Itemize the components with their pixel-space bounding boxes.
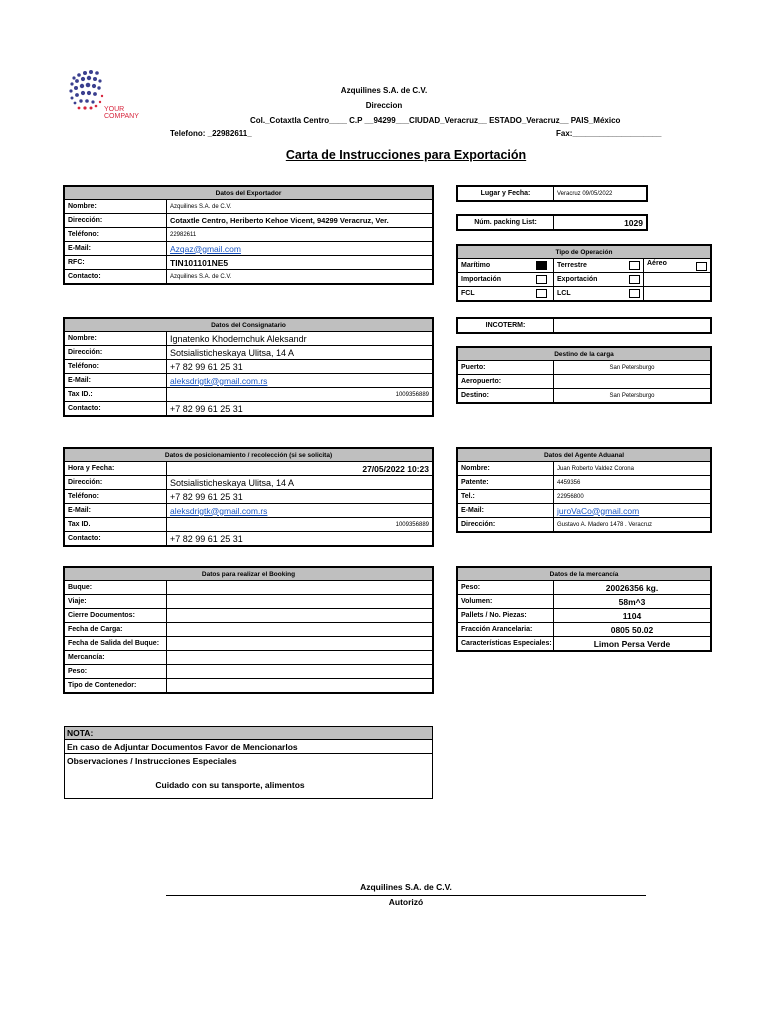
posicionamiento-direccion-label: Dirección: xyxy=(65,476,167,490)
packing-value: 1029 xyxy=(554,216,647,230)
consignatario-taxid-value: 1009356889 xyxy=(167,388,433,402)
aereo-checkbox[interactable] xyxy=(696,262,707,271)
booking-buque-value xyxy=(167,581,433,595)
booking-contenedor-label: Tipo de Contenedor: xyxy=(65,679,167,693)
lcl-checkbox[interactable] xyxy=(629,289,640,298)
incoterm-value xyxy=(554,319,711,333)
exportador-contacto-label: Contacto: xyxy=(65,270,167,284)
lugar-fecha-label: Lugar y Fecha: xyxy=(458,187,554,201)
exportador-rfc-label: RFC: xyxy=(65,256,167,270)
agente-tel-label: Tel.: xyxy=(458,490,554,504)
exportador-table xyxy=(64,186,433,284)
logo-text-company: COMPANY xyxy=(104,113,139,120)
importacion-label: Importación xyxy=(458,273,530,287)
incoterm-label: INCOTERM: xyxy=(458,319,554,333)
consignatario-email-label: E-Mail: xyxy=(65,374,167,388)
exportacion-label: Exportación xyxy=(554,273,626,287)
consignatario-nombre-label: Nombre: xyxy=(65,332,167,346)
fcl-label: FCL xyxy=(458,287,530,301)
mercancia-caracteristicas-value: Limon Persa Verde xyxy=(554,637,711,651)
exportador-direccion-label: Dirección: xyxy=(65,214,167,228)
exportador-telefono-value: 22982611 xyxy=(167,228,433,242)
incoterm-table xyxy=(457,318,711,333)
booking-fecha-salida-value xyxy=(167,637,433,651)
mercancia-fraccion-label: Fracción Arancelaria: xyxy=(458,623,554,637)
packing-table xyxy=(457,215,647,230)
exportador-telefono-label: Teléfono: xyxy=(65,228,167,242)
signature-line xyxy=(166,895,646,896)
nota-title: NOTA: xyxy=(65,727,432,740)
booking-cierre-label: Cierre Documentos: xyxy=(65,609,167,623)
consignatario-contacto-label: Contacto: xyxy=(65,402,167,416)
document-title: Carta de Instrucciones para Exportación xyxy=(285,148,527,162)
agente-direccion-label: Dirección: xyxy=(458,518,554,532)
maritimo-checkbox[interactable] xyxy=(536,261,547,270)
exportador-header: Datos del Exportador xyxy=(65,187,433,200)
booking-peso-label: Peso: xyxy=(65,665,167,679)
consignatario-taxid-label: Tax ID.: xyxy=(65,388,167,402)
destino-aeropuerto-value xyxy=(554,375,711,389)
agente-patente-value: 4459356 xyxy=(554,476,711,490)
posicionamiento-taxid-value: 1009356889 xyxy=(167,518,433,532)
consignatario-telefono-label: Teléfono: xyxy=(65,360,167,374)
mercancia-fraccion-value: 0805 50.02 xyxy=(554,623,711,637)
mercancia-peso-value: 20026356 kg. xyxy=(554,581,711,595)
posicionamiento-taxid-label: Tax ID. xyxy=(65,518,167,532)
agente-email-label: E-Mail: xyxy=(458,504,554,518)
consignatario-nombre-value: Ignatenko Khodemchuk Aleksandr xyxy=(167,332,433,346)
lcl-label: LCL xyxy=(554,287,626,301)
agente-tel-value: 22956800 xyxy=(554,490,711,504)
consignatario-direccion-value: Sotsialisticheskaya Ulitsa, 14 A xyxy=(167,346,433,360)
posicionamiento-direccion-value: Sotsialisticheskaya Ulitsa, 14 A xyxy=(167,476,433,490)
booking-fecha-salida-label: Fecha de Salida del Buque: xyxy=(65,637,167,651)
destino-aeropuerto-label: Aeropuerto: xyxy=(458,375,554,389)
logo-text-your: YOUR xyxy=(104,106,125,113)
agente-direccion-value: Gustavo A. Madero 1478 . Veracruz xyxy=(554,518,711,532)
company-direccion-label: Direccion xyxy=(365,101,403,110)
lugar-fecha-value: Veracruz 09/05/2022 xyxy=(554,187,647,201)
posicionamiento-email-link[interactable]: aleksdrigtk@gmail.com.rs xyxy=(167,504,433,518)
consignatario-table xyxy=(64,318,433,416)
destino-destino-label: Destino: xyxy=(458,389,554,403)
signature-label: Autorizó xyxy=(388,897,424,907)
booking-mercancia-label: Mercancía: xyxy=(65,651,167,665)
booking-viaje-value xyxy=(167,595,433,609)
agente-patente-label: Patente: xyxy=(458,476,554,490)
nota-line3: Cuidado con su tansporte, alimentos xyxy=(155,780,305,790)
mercancia-caracteristicas-label: Características Especiales: xyxy=(458,637,554,651)
consignatario-contacto-value: +7 82 99 61 25 31 xyxy=(167,402,433,416)
lugar-fecha-table xyxy=(457,186,647,201)
consignatario-direccion-label: Dirección: xyxy=(65,346,167,360)
posicionamiento-table xyxy=(64,448,433,546)
mercancia-table xyxy=(457,567,711,651)
booking-mercancia-value xyxy=(167,651,433,665)
destino-destino-value: San Petersburgo xyxy=(554,389,711,403)
signature-company: Azquilines S.A. de C.V. xyxy=(360,882,452,892)
agente-table xyxy=(457,448,711,532)
tipo-operacion-table xyxy=(457,245,711,301)
nota-line2: Observaciones / Instrucciones Especiales xyxy=(67,756,237,766)
mercancia-volumen-value: 58m^3 xyxy=(554,595,711,609)
mercancia-pallets-label: Pallets / No. Piezas: xyxy=(458,609,554,623)
fcl-checkbox[interactable] xyxy=(536,289,547,298)
maritimo-label: Marítimo xyxy=(458,259,530,273)
agente-nombre-value: Juan Roberto Valdez Corona xyxy=(554,462,711,476)
destino-puerto-value: San Petersburgo xyxy=(554,361,711,375)
exportador-email-link[interactable]: Azqaz@gmail.com xyxy=(167,242,433,256)
exportador-nombre-label: Nombre: xyxy=(65,200,167,214)
terrestre-label: Terrestre xyxy=(554,259,626,273)
booking-peso-value xyxy=(167,665,433,679)
mercancia-volumen-label: Volumen: xyxy=(458,595,554,609)
mercancia-pallets-value: 1104 xyxy=(554,609,711,623)
posicionamiento-contacto-label: Contacto: xyxy=(65,532,167,546)
company-telefono: Telefono: _22982611_ xyxy=(170,129,252,138)
posicionamiento-hora-label: Hora y Fecha: xyxy=(65,462,167,476)
importacion-checkbox[interactable] xyxy=(536,275,547,284)
posicionamiento-email-label: E-Mail: xyxy=(65,504,167,518)
booking-buque-label: Buque: xyxy=(65,581,167,595)
company-fax: Fax:____________________ xyxy=(556,129,662,138)
posicionamiento-header: Datos de posicionamiento / recolección (si se solicita) xyxy=(65,449,433,462)
packing-label: Núm. packing List: xyxy=(458,216,554,230)
exportador-rfc-value: TIN101101NE5 xyxy=(167,256,433,270)
consignatario-header: Datos del Consignatario xyxy=(65,319,433,332)
company-address: Col._Cotaxtla Centro____ C.P __94299___CIUDAD_Veracruz__ ESTADO_Veracruz__ PAIS_México xyxy=(250,116,621,125)
booking-header: Datos para realizar el Booking xyxy=(65,568,433,581)
posicionamiento-contacto-value: +7 82 99 61 25 31 xyxy=(167,532,433,546)
posicionamiento-telefono-label: Teléfono: xyxy=(65,490,167,504)
exportacion-checkbox[interactable] xyxy=(629,275,640,284)
agente-header: Datos del Agente Aduanal xyxy=(458,449,711,462)
nota-box xyxy=(64,726,433,799)
mercancia-header: Datos de la mercancía xyxy=(458,568,711,581)
booking-contenedor-value xyxy=(167,679,433,693)
company-name: Azquilines S.A. de C.V. xyxy=(340,86,428,95)
destino-table xyxy=(457,347,711,403)
booking-viaje-label: Viaje: xyxy=(65,595,167,609)
posicionamiento-hora-value: 27/05/2022 10:23 xyxy=(167,462,433,476)
booking-cierre-value xyxy=(167,609,433,623)
aereo-label: Aéreo xyxy=(647,260,667,267)
posicionamiento-telefono-value: +7 82 99 61 25 31 xyxy=(167,490,433,504)
consignatario-telefono-value: +7 82 99 61 25 31 xyxy=(167,360,433,374)
booking-fecha-carga-label: Fecha de Carga: xyxy=(65,623,167,637)
exportador-contacto-value: Azquilines S.A. de C.V. xyxy=(167,270,433,284)
agente-nombre-label: Nombre: xyxy=(458,462,554,476)
destino-puerto-label: Puerto: xyxy=(458,361,554,375)
company-logo xyxy=(62,66,144,126)
exportador-nombre-value: Azquilines S.A. de C.V. xyxy=(167,200,433,214)
consignatario-email-link[interactable]: aleksdrigtk@gmail.com.rs xyxy=(167,374,433,388)
destino-header: Destino de la carga xyxy=(458,348,711,361)
terrestre-checkbox[interactable] xyxy=(629,261,640,270)
nota-line1: En caso de Adjuntar Documentos Favor de Mencionarlos xyxy=(65,740,432,754)
booking-table xyxy=(64,567,433,693)
exportador-email-label: E-Mail: xyxy=(65,242,167,256)
tipo-operacion-header: Tipo de Operación xyxy=(458,246,711,259)
agente-email-link[interactable]: juroVaCo@gmail.com xyxy=(554,504,711,518)
mercancia-peso-label: Peso: xyxy=(458,581,554,595)
exportador-direccion-value: Cotaxtle Centro, Heriberto Kehoe Vicent, 94299 Veracruz, Ver. xyxy=(167,214,433,228)
booking-fecha-carga-value xyxy=(167,623,433,637)
